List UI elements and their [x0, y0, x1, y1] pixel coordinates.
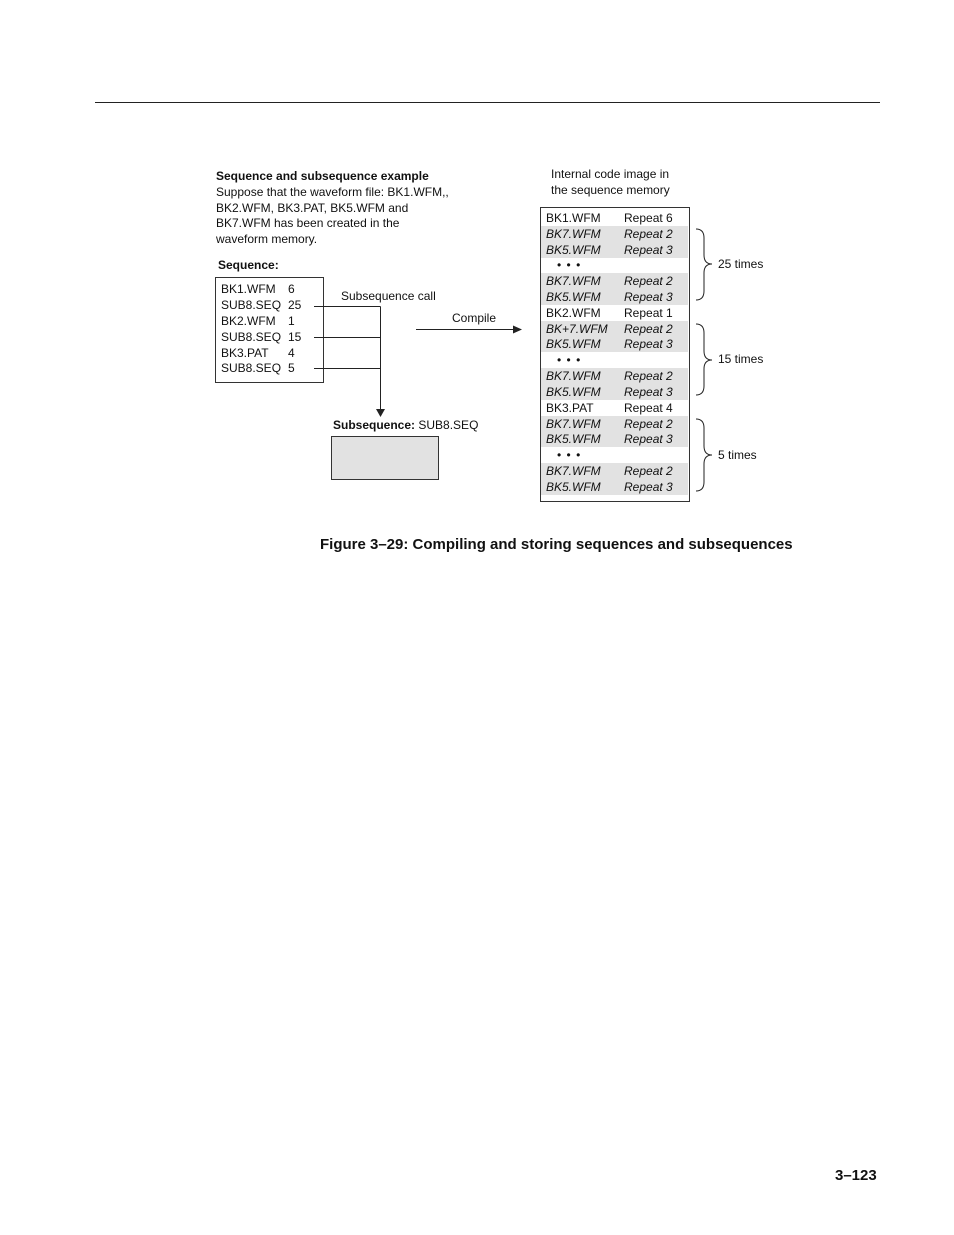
sequence-row-value: 5 — [288, 361, 295, 375]
page-number: 3–123 — [835, 1167, 877, 1184]
brace-label-25-times: 25 times — [718, 257, 764, 271]
memory-row-ellipsis — [541, 447, 688, 463]
memory-row-name: BK+7.WFM — [546, 322, 608, 336]
memory-row-repeat: Repeat 1 — [624, 306, 673, 320]
sequence-row-value: 25 — [288, 298, 302, 312]
memory-row — [541, 384, 688, 400]
memory-title-line: the sequence memory — [551, 183, 670, 197]
sequence-row-name: BK1.WFM — [221, 282, 276, 296]
memory-row-ellipsis — [541, 257, 688, 273]
example-line: BK7.WFM has been created in the — [216, 216, 400, 230]
brace-15 — [696, 324, 712, 395]
memory-row-name: BK7.WFM — [546, 369, 601, 383]
memory-row — [541, 479, 688, 495]
brace-label-5-times: 5 times — [718, 448, 757, 462]
memory-row-repeat: Repeat 2 — [624, 322, 673, 336]
memory-row-name: BK7.WFM — [546, 274, 601, 288]
memory-row-repeat: Repeat 2 — [624, 369, 673, 383]
figure-caption: Figure 3–29: Compiling and storing sequences and subsequences — [320, 536, 793, 553]
memory-row-name: BK5.WFM — [546, 243, 601, 257]
memory-row-repeat: Repeat 3 — [624, 432, 673, 446]
sequence-row-name: BK3.PAT — [221, 346, 269, 360]
memory-row-name: BK7.WFM — [546, 227, 601, 241]
memory-row — [541, 463, 688, 479]
example-heading: Sequence and subsequence example — [216, 169, 429, 183]
memory-row-ellipsis — [541, 352, 688, 368]
sequence-row-name: SUB8.SEQ — [221, 330, 282, 344]
brace-label-15-times: 15 times — [718, 352, 764, 366]
memory-row-name: BK5.WFM — [546, 290, 601, 304]
memory-row-repeat: Repeat 4 — [624, 401, 673, 415]
sequence-label: Sequence: — [218, 258, 279, 272]
memory-row-repeat: Repeat 2 — [624, 274, 673, 288]
memory-row-repeat: Repeat 3 — [624, 480, 673, 494]
memory-row-name: BK5.WFM — [546, 337, 601, 351]
ellipsis-dots: • • • — [557, 353, 582, 367]
memory-row — [541, 273, 688, 289]
memory-row-repeat: Repeat 3 — [624, 243, 673, 257]
subsequence-call-label: Subsequence call — [341, 289, 436, 303]
example-line: waveform memory. — [216, 232, 318, 246]
memory-row — [541, 226, 688, 242]
memory-row — [541, 242, 688, 258]
memory-row — [541, 336, 688, 352]
subsequence-box — [331, 436, 439, 480]
example-line: BK2.WFM, BK3.PAT, BK5.WFM and — [216, 201, 409, 215]
memory-row-repeat: Repeat 3 — [624, 337, 673, 351]
memory-row — [541, 210, 688, 226]
sequence-row-value: 6 — [288, 282, 295, 296]
subsequence-heading — [333, 417, 478, 433]
subsequence-name: SUB8.SEQ — [418, 418, 479, 432]
sequence-row-value: 1 — [288, 314, 295, 328]
compile-arrowhead — [513, 326, 522, 334]
memory-title-line: Internal code image in — [551, 167, 670, 181]
compile-label: Compile — [452, 311, 497, 325]
sequence-row-name: SUB8.SEQ — [221, 361, 282, 375]
memory-row-name: BK5.WFM — [546, 385, 601, 399]
brace-25 — [696, 229, 712, 300]
memory-box — [540, 207, 690, 502]
memory-row — [541, 416, 688, 432]
memory-row-name: BK7.WFM — [546, 464, 601, 478]
brace-5 — [696, 419, 712, 491]
memory-row-name: BK2.WFM — [546, 306, 601, 320]
memory-row-name: BK7.WFM — [546, 417, 601, 431]
memory-row-repeat: Repeat 2 — [624, 464, 673, 478]
memory-row-repeat: Repeat 2 — [624, 227, 673, 241]
sequence-row-name: SUB8.SEQ — [221, 298, 282, 312]
memory-row-name: BK5.WFM — [546, 432, 601, 446]
sequence-row-value: 15 — [288, 330, 302, 344]
subsequence-label: Subsequence: — [333, 418, 416, 432]
memory-row-name: BK3.PAT — [546, 401, 594, 415]
memory-row-repeat: Repeat 3 — [624, 290, 673, 304]
memory-row — [541, 431, 688, 447]
memory-row — [541, 321, 688, 337]
memory-row — [541, 400, 688, 416]
memory-row-repeat: Repeat 2 — [624, 417, 673, 431]
ellipsis-dots: • • • — [557, 448, 582, 462]
ellipsis-dots: • • • — [557, 258, 582, 272]
memory-row — [541, 289, 688, 305]
memory-row — [541, 305, 688, 321]
memory-row — [541, 368, 688, 384]
sequence-row-name: BK2.WFM — [221, 314, 276, 328]
memory-row-name: BK5.WFM — [546, 480, 601, 494]
memory-row-repeat: Repeat 6 — [624, 211, 673, 225]
subsequence-arrowhead — [376, 409, 385, 417]
example-line: Suppose that the waveform file: BK1.WFM,, — [216, 185, 449, 199]
sequence-row-value: 4 — [288, 346, 295, 360]
memory-row-name: BK1.WFM — [546, 211, 601, 225]
memory-row-repeat: Repeat 3 — [624, 385, 673, 399]
